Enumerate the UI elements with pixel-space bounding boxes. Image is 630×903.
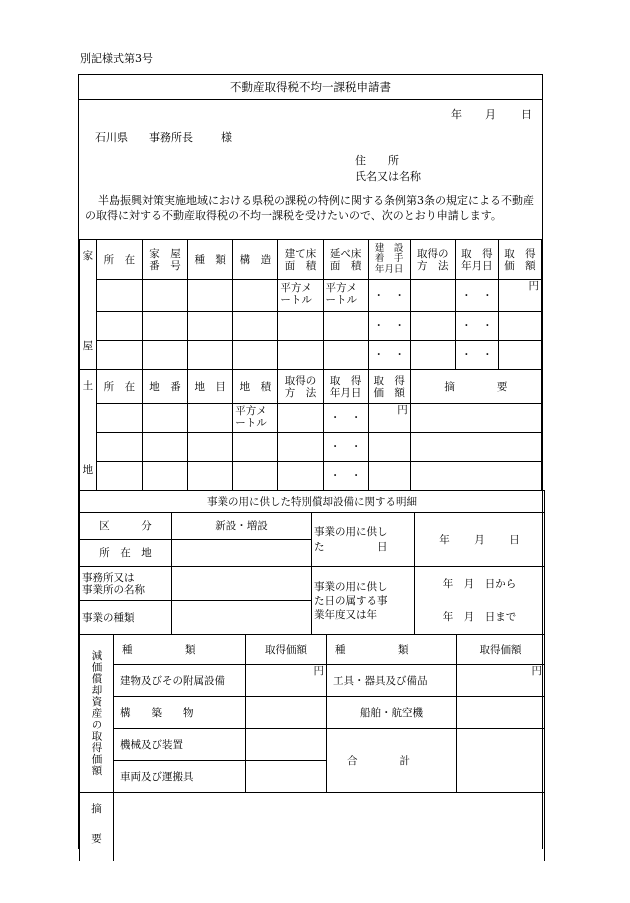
applicant-address-label: 住 所 xyxy=(355,154,399,167)
house-cell[interactable] xyxy=(233,280,278,312)
land-acq-dots[interactable]: ・ ・ xyxy=(323,433,368,462)
from-date[interactable]: 年 月 日から xyxy=(415,567,545,601)
house-acq-dots[interactable]: ・ ・ xyxy=(455,341,498,370)
house-cell[interactable] xyxy=(188,341,233,370)
land-cell[interactable] xyxy=(188,404,233,433)
use-date-value[interactable] xyxy=(415,513,545,567)
asset-vehicles-price[interactable] xyxy=(246,761,327,793)
date-day: 日 xyxy=(521,108,532,121)
asset-structures-price[interactable] xyxy=(246,697,327,729)
house-yen[interactable]: 円 xyxy=(498,280,541,312)
use-date-year: 年 xyxy=(439,533,450,546)
land-cell[interactable] xyxy=(368,462,410,491)
land-header-area: 地 積 xyxy=(233,370,278,404)
land-cell[interactable] xyxy=(278,404,323,433)
asset-machinery-price[interactable] xyxy=(246,729,327,761)
use-date-label: 事業の用に供し た 日 xyxy=(312,513,415,567)
house-cell[interactable] xyxy=(233,312,278,341)
land-cell[interactable] xyxy=(142,404,187,433)
assets-col-kind-right: 種 類 xyxy=(327,635,457,665)
fiscal-year-label: 事業の用に供し た日の属する事 業年度又は年 xyxy=(312,567,415,635)
land-side-top: 土 xyxy=(82,380,94,392)
house-header xyxy=(96,240,142,280)
asset-total: 合 計 xyxy=(327,729,457,793)
kubun-value[interactable]: 新設・増設 xyxy=(172,513,312,540)
land-cell[interactable] xyxy=(188,433,233,462)
assets-table xyxy=(79,634,545,793)
house-cell[interactable] xyxy=(188,280,233,312)
house-cell[interactable] xyxy=(233,341,278,370)
house-cell[interactable] xyxy=(96,341,142,370)
addressee-honorific: 様 xyxy=(221,131,232,144)
asset-tools: 工具・器具及び備品 xyxy=(327,665,457,697)
land-cell[interactable] xyxy=(410,462,541,491)
house-header-structure: 構 造 xyxy=(233,240,278,280)
land-yen[interactable]: 円 xyxy=(368,404,410,433)
house-header-start-date: 建 設 着 手 年月日 xyxy=(368,240,410,280)
land-cell[interactable] xyxy=(410,404,541,433)
business-type-value[interactable] xyxy=(172,601,312,635)
date-year: 年 xyxy=(451,108,462,121)
house-header-floor-area: 建て床 面 積 xyxy=(278,240,323,280)
remarks-value[interactable] xyxy=(114,793,545,861)
land-cell[interactable] xyxy=(96,433,142,462)
kubun-label: 区 分 xyxy=(80,513,172,540)
asset-structures: 構 築 物 xyxy=(114,697,246,729)
land-table xyxy=(79,369,542,491)
land-row xyxy=(80,404,542,433)
form-title: 不動産取得税不均一課税申請書 xyxy=(79,75,542,100)
location-label: 所 在 地 xyxy=(80,540,172,567)
house-start-dots[interactable]: ・ ・ xyxy=(368,341,410,370)
house-side-bottom: 屋 xyxy=(82,340,94,352)
house-cell[interactable] xyxy=(142,312,187,341)
house-cell[interactable] xyxy=(142,341,187,370)
house-header-number: 家 屋 番 号 xyxy=(142,240,187,280)
asset-tools-price[interactable]: 円 xyxy=(457,665,545,697)
land-cell[interactable] xyxy=(142,433,187,462)
house-row xyxy=(80,341,542,370)
assets-col-price-left: 取得価額 xyxy=(246,635,327,665)
land-side-label xyxy=(80,370,97,491)
house-cell[interactable] xyxy=(410,280,455,312)
house-start-dots[interactable]: ・ ・ xyxy=(368,280,410,312)
applicant-name-label: 氏名又は名称 xyxy=(355,170,421,183)
land-area-unit[interactable]: 平方メ ートル xyxy=(233,404,278,433)
office-name-label: 事務所又は 事業所の名称 xyxy=(80,567,172,601)
asset-ships: 船舶・航空機 xyxy=(327,697,457,729)
office-name-value[interactable] xyxy=(172,567,312,601)
house-cell[interactable] xyxy=(96,312,142,341)
equipment-title: 事業の用に供した特別償却設備に関する明細 xyxy=(80,491,545,513)
house-cell[interactable] xyxy=(410,341,455,370)
house-total-unit[interactable]: 平方メ ートル xyxy=(323,280,368,312)
land-cell[interactable] xyxy=(278,433,323,462)
house-side-top: 家 xyxy=(82,250,94,262)
house-header-acq-method: 取得の 方 法 xyxy=(410,240,455,280)
remarks-label-bottom: 要 xyxy=(91,833,102,845)
land-cell[interactable] xyxy=(233,462,278,491)
business-type-label: 事業の種類 xyxy=(80,601,172,635)
assets-col-kind-left: 種 類 xyxy=(114,635,246,665)
land-header-lot: 地 番 xyxy=(142,370,187,404)
house-header-acq-price: 取 得 価 額 xyxy=(498,240,541,280)
asset-building: 建物及びその附属設備 xyxy=(114,665,246,697)
house-acq-dots[interactable]: ・ ・ xyxy=(455,312,498,341)
house-cell[interactable] xyxy=(410,312,455,341)
land-cell[interactable] xyxy=(142,462,187,491)
remarks-label xyxy=(80,793,114,861)
application-form xyxy=(78,74,543,849)
form-number: 別記様式第3号 xyxy=(80,52,153,65)
house-cell[interactable] xyxy=(96,280,142,312)
land-acq-dots[interactable]: ・ ・ xyxy=(323,404,368,433)
asset-building-price[interactable]: 円 xyxy=(246,665,327,697)
house-cell[interactable] xyxy=(278,312,323,341)
land-cell[interactable] xyxy=(278,462,323,491)
land-header-category: 地 目 xyxy=(188,370,233,404)
house-header-type: 種 類 xyxy=(188,240,233,280)
land-cell[interactable] xyxy=(96,404,142,433)
house-start-dots[interactable]: ・ ・ xyxy=(368,312,410,341)
application-statement: 半島振興対策実施地域における県税の課税の特例に関する条例第3条の規定による不動産の取得に対する不動産取得税の不均一課税を受けたいので、次のとおり申請します。 xyxy=(85,194,534,222)
house-row xyxy=(80,280,542,312)
remarks-label-top: 摘 xyxy=(91,803,102,815)
land-acq-dots[interactable]: ・ ・ xyxy=(323,462,368,491)
location-value[interactable] xyxy=(172,540,312,567)
house-cell[interactable] xyxy=(323,312,368,341)
asset-total-price[interactable] xyxy=(457,729,545,793)
addressee-pref: 石川県 xyxy=(95,131,128,144)
house-acq-dots[interactable]: ・ ・ xyxy=(455,280,498,312)
land-cell[interactable] xyxy=(233,433,278,462)
property-table xyxy=(79,239,542,370)
land-cell[interactable] xyxy=(96,462,142,491)
land-header-acq-price: 取 得 価 額 xyxy=(368,370,410,404)
land-header-acq-date: 取 得 年月日 xyxy=(323,370,368,404)
land-cell[interactable] xyxy=(410,433,541,462)
house-floor-unit[interactable]: 平方メ ートル xyxy=(278,280,323,312)
land-cell[interactable] xyxy=(368,433,410,462)
asset-ships-price[interactable] xyxy=(457,697,545,729)
equipment-table xyxy=(79,490,545,635)
use-date-day: 日 xyxy=(509,533,520,546)
date-month: 月 xyxy=(485,108,496,121)
land-row xyxy=(80,433,542,462)
land-header-acq-method: 取得の 方 法 xyxy=(278,370,323,404)
house-cell[interactable] xyxy=(498,312,541,341)
remarks-table xyxy=(79,792,545,861)
land-header-location: 所 在 xyxy=(96,370,142,404)
land-row xyxy=(80,462,542,491)
house-row xyxy=(80,312,542,341)
house-header-total-area: 延べ床 面 積 xyxy=(323,240,368,280)
land-header-remarks: 摘 要 xyxy=(410,370,541,404)
form-header xyxy=(79,100,542,240)
house-cell[interactable] xyxy=(278,341,323,370)
land-side-bottom: 地 xyxy=(82,464,94,476)
asset-vehicles: 車両及び運搬具 xyxy=(114,761,246,793)
use-date-month: 月 xyxy=(474,533,485,546)
assets-side-label: 減価償却資産の取得価額 xyxy=(80,635,114,793)
house-header-location: 所 在 xyxy=(103,253,136,266)
addressee-office: 事務所長 xyxy=(149,131,193,144)
house-side-label xyxy=(80,240,97,370)
asset-machinery: 機械及び装置 xyxy=(114,729,246,761)
house-cell[interactable] xyxy=(142,280,187,312)
house-header-acq-date: 取 得 年月日 xyxy=(455,240,498,280)
assets-col-price-right: 取得価額 xyxy=(457,635,545,665)
to-date[interactable]: 年 月 日まで xyxy=(415,601,545,635)
land-cell[interactable] xyxy=(188,462,233,491)
house-cell[interactable] xyxy=(188,312,233,341)
house-cell[interactable] xyxy=(323,341,368,370)
house-cell[interactable] xyxy=(498,341,541,370)
